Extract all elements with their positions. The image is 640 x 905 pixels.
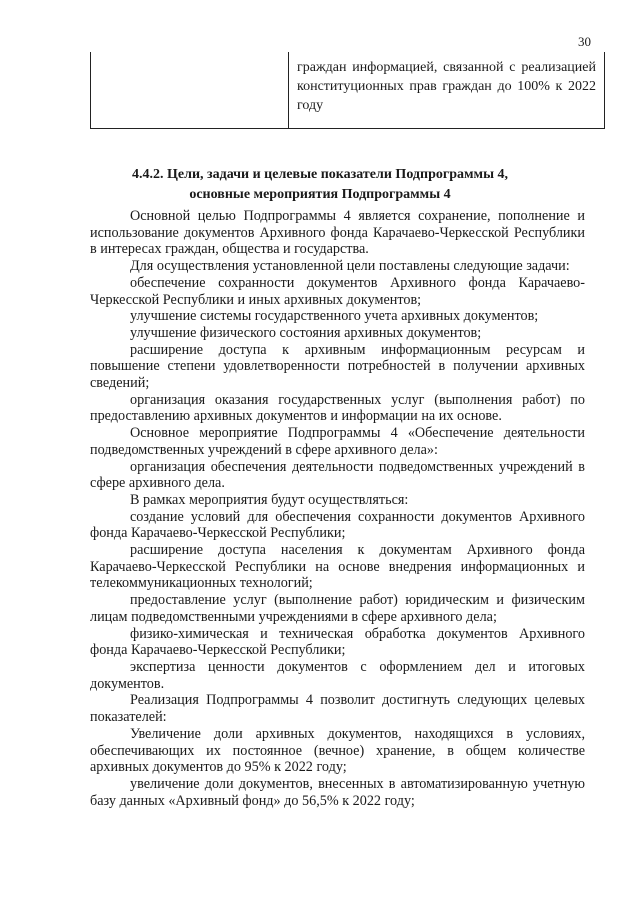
paragraph-activity-item: создание условий для обеспечения сохранности документов Архивного фонда Карачаево-Черкесской Республики; [90, 508, 585, 542]
paragraph-task: расширение доступа к архивным информационным ресурсам и повышение степени удовлетворенности потребностей в получении архивных сведений; [90, 341, 585, 392]
table-cell-right: граждан информацией, связанной с реализацией конституционных прав граждан до 100% к 2022 году [297, 60, 596, 113]
paragraph-activity-item: предоставление услуг (выполнение работ) юридическим и физическим лицам подведомственными учреждениями в сфере архивного дела; [90, 592, 585, 625]
paragraph-task: обеспечение сохранности документов Архивного фонда Карачаево-Черкесской Республики и иных архивных документов; [90, 274, 585, 308]
paragraph-activity-item: организация обеспечения деятельности подведомственных учреждений в сфере архивного дела. [90, 458, 585, 492]
heading-line-2: основные мероприятия Подпрограммы 4 [189, 187, 451, 202]
page-number: 30 [578, 34, 591, 49]
paragraph-main-goal: Основной целью Подпрограммы 4 является сохранение, пополнение и использование документов Архивного фонда Карачаево-Черкесской Республики в интересах граждан, общества и государства. [90, 208, 585, 258]
paragraph-activity-item: физико-химическая и техническая обработка документов Архивного фонда Карачаево-Черкесской Республики; [90, 625, 585, 659]
table-fragment [90, 52, 605, 129]
body-text [90, 208, 585, 809]
paragraph-task: улучшение системы государственного учета архивных документов; [130, 308, 539, 325]
table-cell-left [91, 52, 289, 128]
paragraph-indicator: увеличение доли документов, внесенных в автоматизированную учетную базу данных «Архивный фонд» до 56,5% к 2022 году; [90, 775, 585, 809]
paragraph-activity-item: экспертиза ценности документов с оформлением дел и итоговых документов. [90, 658, 585, 692]
paragraph-indicators-intro: Реализация Подпрограммы 4 позволит достигнуть следующих целевых показателей: [90, 692, 585, 726]
paragraph-main-activity: Основное мероприятие Подпрограммы 4 «Обеспечение деятельности подведомственных учреждений в сфере архивного дела»: [90, 425, 585, 458]
heading-line-1: 4.4.2. Цели, задачи и целевые показатели Подпрограммы 4, [131, 167, 509, 182]
paragraph-task: улучшение физического состояния архивных документов; [130, 324, 482, 341]
paragraph-activity-item: расширение доступа населения к документам Архивного фонда Карачаево-Черкесской Республики на основе внедрения информационных и телекоммуникационных технологий; [90, 542, 585, 592]
paragraph-activity-intro: В рамках мероприятия будут осуществляться: [130, 491, 409, 508]
paragraph-tasks-intro: Для осуществления установленной цели поставлены следующие задачи: [130, 258, 570, 275]
paragraph-task: организация оказания государственных услуг (выполнения работ) по предоставлению архивных документов и информации на их основе. [90, 391, 585, 425]
section-heading [60, 165, 580, 205]
paragraph-indicator: Увеличение доли архивных документов, находящихся в условиях, обеспечивающих их постоянное (вечное) хранение, в общем количестве архивных документов до 95% к 2022 году; [90, 725, 585, 776]
